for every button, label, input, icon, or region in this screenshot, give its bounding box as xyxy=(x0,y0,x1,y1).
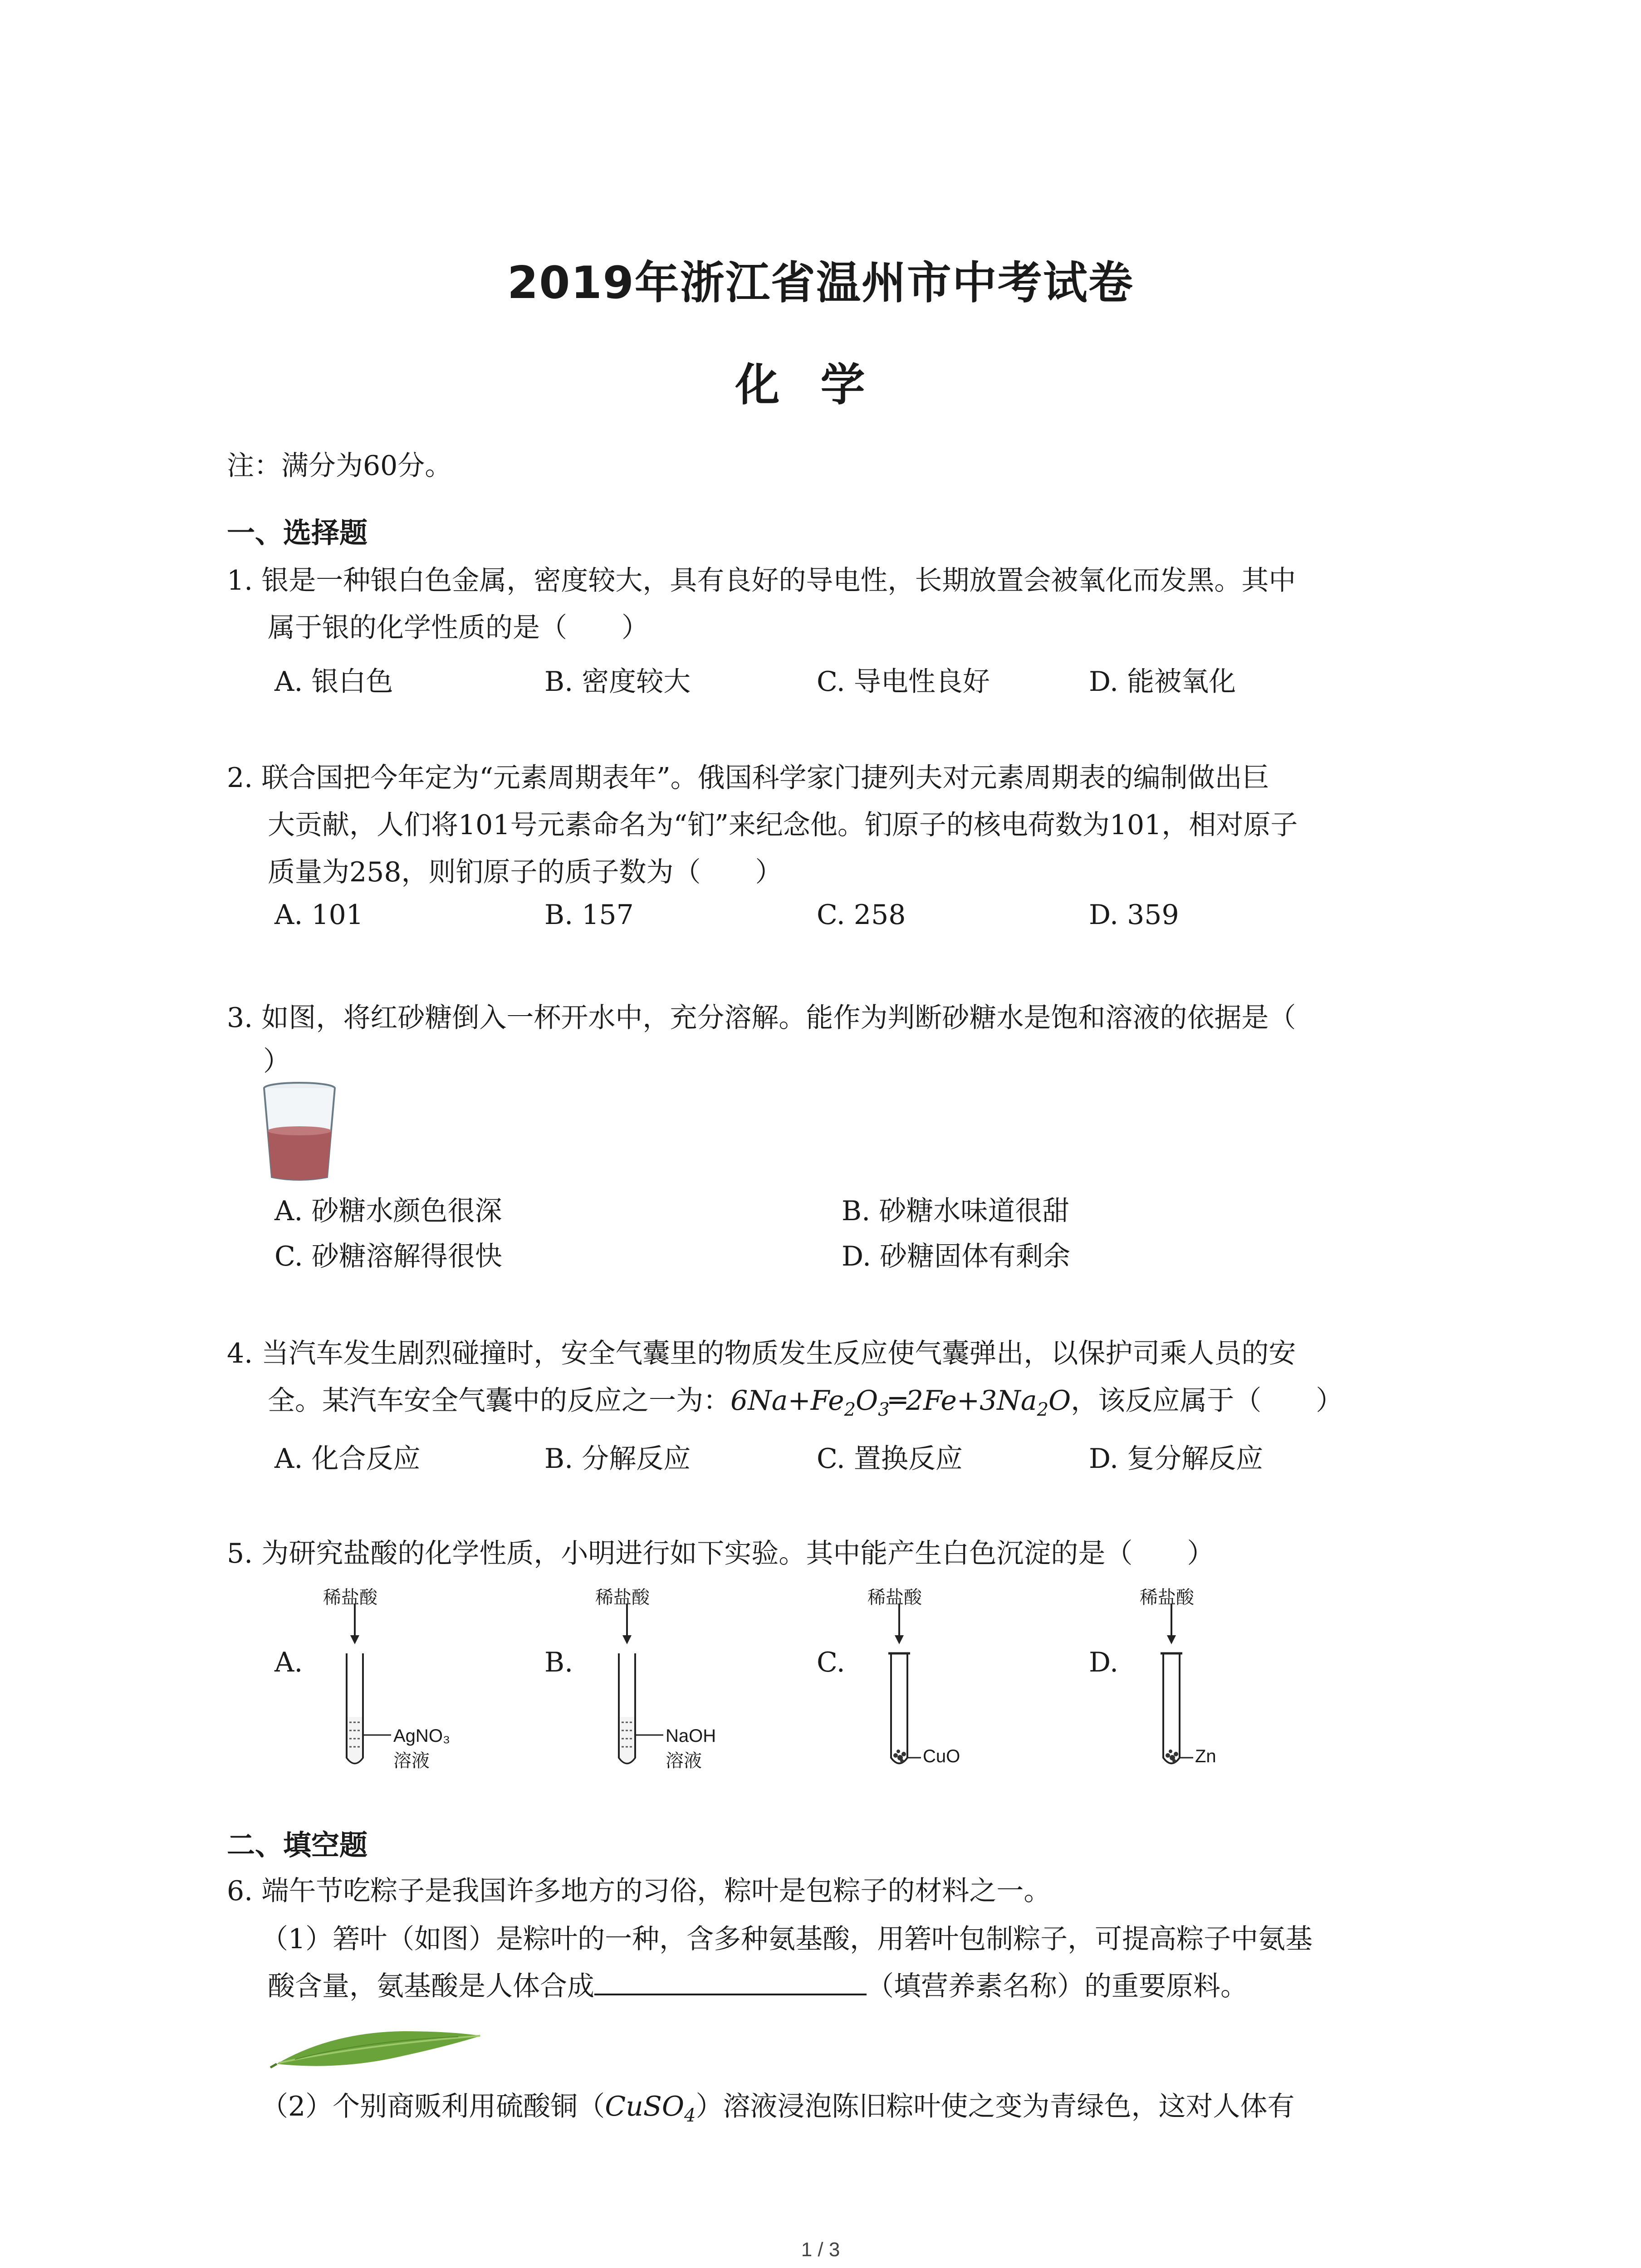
q6-part1-text: 酸含量，氨基酸是人体合成 xyxy=(268,1970,594,2002)
q2-option-a: A. 101 xyxy=(274,899,363,931)
q3-option-c: C. 砂糖溶解得很快 xyxy=(274,1241,502,1272)
tube-b-reagent: NaOH xyxy=(666,1726,716,1746)
q5-option-b: B. xyxy=(544,1647,573,1678)
q5-option-d: D. xyxy=(1089,1647,1119,1678)
reagent-label: 稀盐酸 xyxy=(1140,1588,1194,1608)
q1-stem-line1: 1. 银是一种银白色金属，密度较大，具有良好的导电性，长期放置会被氧化而发黑。其中 xyxy=(227,565,1296,596)
tube-a-reagent-suffix: 溶液 xyxy=(393,1751,430,1771)
bamboo-leaf-figure xyxy=(268,2014,485,2082)
q4-stem-text-end: ，该反应属于（ ） xyxy=(1071,1385,1343,1417)
formula-subscript: 4 xyxy=(684,2105,696,2126)
page-number: 1 / 3 xyxy=(801,2239,840,2261)
q2-stem-line1: 2. 联合国把今年定为“元素周期表年”。俄国科学家门捷列夫对元素周期表的编制做出巨 xyxy=(227,762,1269,794)
tube-b-reagent-suffix: 溶液 xyxy=(666,1751,702,1771)
tube-d-reagent: Zn xyxy=(1195,1746,1216,1766)
q6-formula xyxy=(605,2091,696,2126)
q4-option-d: D. 复分解反应 xyxy=(1089,1443,1264,1475)
exam-note: 注：满分为60分。 xyxy=(227,450,452,482)
q2-option-c: C. 258 xyxy=(817,899,906,931)
q4-stem-line2 xyxy=(268,1377,1343,1433)
q1-option-a: A. 银白色 xyxy=(274,666,393,698)
tube-a-reagent: AgNO₃ xyxy=(393,1726,451,1746)
q4-option-a: A. 化合反应 xyxy=(274,1443,421,1475)
q3-stem-line1: 3. 如图，将红砂糖倒入一杯开水中，充分溶解。能作为判断砂糖水是饱和溶液的依据是（ xyxy=(227,1002,1296,1034)
q6-part1-text-end: （填营养素名称）的重要原料。 xyxy=(867,1970,1248,2002)
reagent-label: 稀盐酸 xyxy=(323,1588,377,1608)
page-title: 2019年浙江省温州市中考试卷 xyxy=(507,257,1134,309)
answer-blank[interactable] xyxy=(594,1966,867,1995)
q4-equation xyxy=(730,1385,1071,1420)
eq-part: 6Na+Fe xyxy=(730,1385,844,1417)
reagent-label: 稀盐酸 xyxy=(595,1588,650,1608)
q6-part1-line2 xyxy=(268,1963,1248,2010)
q4-stem-line1: 4. 当汽车发生剧烈碰撞时，安全气囊里的物质发生反应使气囊弹出，以保护司乘人员的安 xyxy=(227,1338,1296,1369)
eq-subscript: 2 xyxy=(1037,1399,1049,1420)
q6-part2-text: （2）个别商贩利用硫酸铜（ xyxy=(261,2091,605,2122)
reagent-label: 稀盐酸 xyxy=(867,1588,922,1608)
q3-option-d: D. 砂糖固体有剩余 xyxy=(842,1241,1071,1272)
q5-tube-b-figure xyxy=(595,1583,716,1774)
q5-option-a: A. xyxy=(274,1647,303,1678)
q6-stem-line1: 6. 端午节吃粽子是我国许多地方的习俗，粽叶是包粽子的材料之一。 xyxy=(227,1875,1051,1907)
q5-tube-a-figure xyxy=(323,1583,451,1774)
eq-subscript: 3 xyxy=(878,1399,890,1420)
q2-option-d: D. 359 xyxy=(1089,899,1179,931)
q1-option-b: B. 密度较大 xyxy=(544,666,691,698)
q3-option-b: B. 砂糖水味道很甜 xyxy=(842,1195,1070,1227)
q1-option-c: C. 导电性良好 xyxy=(817,666,990,698)
eq-part: O xyxy=(1048,1385,1071,1417)
q1-option-d: D. 能被氧化 xyxy=(1089,666,1236,698)
q5-tube-c-figure xyxy=(867,1583,958,1774)
q1-stem-line2: 属于银的化学性质的是（ ） xyxy=(268,612,649,644)
q5-tube-d-figure xyxy=(1140,1583,1230,1774)
q2-stem-line3: 质量为258，则钔原子的质子数为（ ） xyxy=(268,856,783,888)
sugar-water-cup-figure xyxy=(261,1082,338,1184)
q3-stem-line2: ） xyxy=(263,1046,290,1077)
q6-part2-text-end: ）溶液浸泡陈旧粽叶使之变为青绿色，这对人体有 xyxy=(696,2091,1295,2122)
section-fill-heading: 二、填空题 xyxy=(227,1828,368,1862)
eq-part: ═2Fe+3Na xyxy=(889,1385,1037,1417)
test-tube-d xyxy=(1140,1603,1230,1771)
q2-option-b: B. 157 xyxy=(544,899,634,931)
q4-option-c: C. 置换反应 xyxy=(817,1443,963,1475)
subject-title: 化学 xyxy=(735,359,906,411)
eq-subscript: 2 xyxy=(844,1399,856,1420)
q3-option-a: A. 砂糖水颜色很深 xyxy=(274,1195,502,1227)
q4-stem-text: 全。某汽车安全气囊中的反应之一为： xyxy=(268,1385,730,1417)
q6-part1-line1: （1）箬叶（如图）是粽叶的一种，含多种氨基酸，用箬叶包制粽子，可提高粽子中氨基 xyxy=(261,1923,1313,1955)
q5-stem-line1: 5. 为研究盐酸的化学性质，小明进行如下实验。其中能产生白色沉淀的是（ ） xyxy=(227,1538,1215,1569)
q6-part2-line1 xyxy=(261,2083,1294,2139)
eq-part: O xyxy=(856,1385,878,1417)
section-choice-heading: 一、选择题 xyxy=(227,516,368,549)
tube-c-reagent: CuO xyxy=(923,1746,960,1766)
formula-part: CuSO xyxy=(605,2091,685,2122)
q4-option-b: B. 分解反应 xyxy=(544,1443,691,1475)
q5-option-c: C. xyxy=(817,1647,845,1678)
q2-stem-line2: 大贡献，人们将101号元素命名为“钔”来纪念他。钔原子的核电荷数为101，相对原子 xyxy=(268,809,1298,841)
